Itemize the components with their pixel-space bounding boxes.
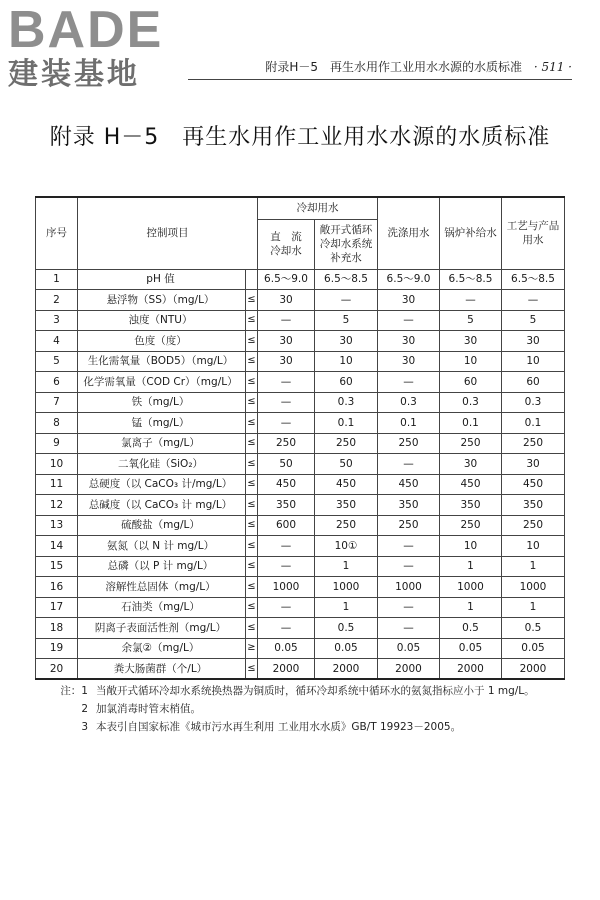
control-item: 锰（mg/L）: [78, 413, 246, 434]
row-number: 4: [36, 331, 78, 352]
control-item: 化学需氧量（COD Cr）（mg/L）: [78, 372, 246, 393]
row-number: 18: [36, 618, 78, 639]
open-cycle-value: 1: [315, 597, 378, 618]
running-header-title: 附录H－5 再生水用作工业用水水源的水质标准: [265, 60, 522, 74]
table-row: [36, 618, 565, 639]
process-value: 0.3: [502, 392, 565, 413]
direct-cooling-value: —: [258, 556, 315, 577]
control-item: 总硬度（以 CaCO₃ 计/mg/L）: [78, 474, 246, 495]
open-cycle-value: —: [315, 290, 378, 311]
page-number: · 511 ·: [533, 60, 572, 74]
table-header: [36, 197, 565, 269]
washing-value: 250: [378, 433, 440, 454]
row-number: 10: [36, 454, 78, 475]
boiler-value: 1: [440, 597, 502, 618]
washing-value: 250: [378, 515, 440, 536]
open-cycle-value: 250: [315, 433, 378, 454]
open-cycle-value: 50: [315, 454, 378, 475]
table-body: [36, 269, 565, 679]
open-cycle-value: 30: [315, 331, 378, 352]
limit-sign: ≤: [246, 618, 258, 639]
control-item: 硫酸盐（mg/L）: [78, 515, 246, 536]
table-row: [36, 556, 565, 577]
table-row: [36, 454, 565, 475]
header-no: 序号: [36, 197, 78, 269]
washing-value: 0.1: [378, 413, 440, 434]
limit-sign: ≤: [246, 392, 258, 413]
open-cycle-value: 2000: [315, 659, 378, 680]
control-item: 氨氮（以 N 计 mg/L）: [78, 536, 246, 557]
boiler-value: 250: [440, 433, 502, 454]
header-washing: 洗涤用水: [378, 197, 440, 269]
note-text: 当敞开式循环冷却水系统换热器为铜质时，循环冷却系统中循环水的氨氮指标应小于 1 mg/L。: [96, 685, 535, 697]
process-value: 10: [502, 536, 565, 557]
row-number: 14: [36, 536, 78, 557]
table-notes: [52, 682, 535, 736]
row-number: 2: [36, 290, 78, 311]
table-row: [36, 638, 565, 659]
header-process: 工艺与产品 用水: [502, 197, 565, 269]
direct-cooling-value: 2000: [258, 659, 315, 680]
process-value: —: [502, 290, 565, 311]
table-row: [36, 597, 565, 618]
table-row: [36, 495, 565, 516]
table-row: [36, 536, 565, 557]
control-item: 二氧化硅（SiO₂）: [78, 454, 246, 475]
process-value: 6.5～8.5: [502, 269, 565, 290]
note-label: 注：1: [60, 685, 88, 697]
control-item: pH 值: [78, 269, 246, 290]
table-row: [36, 331, 565, 352]
table-row: [36, 515, 565, 536]
row-number: 17: [36, 597, 78, 618]
open-cycle-value: 1: [315, 556, 378, 577]
table-row: [36, 269, 565, 290]
note-label: 2: [81, 703, 88, 715]
control-item: 铁（mg/L）: [78, 392, 246, 413]
table-row: [36, 413, 565, 434]
washing-value: —: [378, 372, 440, 393]
boiler-value: —: [440, 290, 502, 311]
header-rule: [188, 79, 572, 80]
direct-cooling-value: —: [258, 536, 315, 557]
limit-sign: ≤: [246, 310, 258, 331]
washing-value: 0.05: [378, 638, 440, 659]
control-item: 总碱度（以 CaCO₃ 计 mg/L）: [78, 495, 246, 516]
washing-value: 2000: [378, 659, 440, 680]
header-cooling-group: 冷却用水: [258, 197, 378, 219]
row-number: 13: [36, 515, 78, 536]
table-row: [36, 474, 565, 495]
row-number: 9: [36, 433, 78, 454]
limit-sign: ≤: [246, 659, 258, 680]
open-cycle-value: 1000: [315, 577, 378, 598]
limit-sign: ≤: [246, 495, 258, 516]
limit-sign: ≥: [246, 638, 258, 659]
boiler-value: 1: [440, 556, 502, 577]
note-item: [52, 682, 535, 700]
direct-cooling-value: 350: [258, 495, 315, 516]
process-value: 1: [502, 556, 565, 577]
limit-sign: ≤: [246, 474, 258, 495]
row-number: 15: [36, 556, 78, 577]
table-row: [36, 659, 565, 680]
row-number: 5: [36, 351, 78, 372]
boiler-value: 6.5～8.5: [440, 269, 502, 290]
process-value: 5: [502, 310, 565, 331]
limit-sign: ≤: [246, 331, 258, 352]
process-value: 30: [502, 454, 565, 475]
direct-cooling-value: 30: [258, 290, 315, 311]
control-item: 浊度（NTU）: [78, 310, 246, 331]
open-cycle-value: 0.05: [315, 638, 378, 659]
process-value: 350: [502, 495, 565, 516]
open-cycle-value: 10: [315, 351, 378, 372]
boiler-value: 30: [440, 454, 502, 475]
direct-cooling-value: 30: [258, 351, 315, 372]
process-value: 0.5: [502, 618, 565, 639]
boiler-value: 10: [440, 351, 502, 372]
limit-sign: ≤: [246, 454, 258, 475]
running-header: [265, 58, 572, 75]
direct-cooling-value: —: [258, 310, 315, 331]
direct-cooling-value: 0.05: [258, 638, 315, 659]
row-number: 7: [36, 392, 78, 413]
table-row: [36, 310, 565, 331]
limit-sign: ≤: [246, 597, 258, 618]
direct-cooling-value: —: [258, 597, 315, 618]
washing-value: 6.5～9.0: [378, 269, 440, 290]
direct-cooling-value: 250: [258, 433, 315, 454]
row-number: 8: [36, 413, 78, 434]
limit-sign: ≤: [246, 372, 258, 393]
boiler-value: 1000: [440, 577, 502, 598]
limit-sign: ≤: [246, 515, 258, 536]
direct-cooling-value: 50: [258, 454, 315, 475]
direct-cooling-value: —: [258, 413, 315, 434]
washing-value: 30: [378, 331, 440, 352]
process-value: 0.05: [502, 638, 565, 659]
process-value: 450: [502, 474, 565, 495]
process-value: 10: [502, 351, 565, 372]
table-row: [36, 577, 565, 598]
control-item: 阴离子表面活性剂（mg/L）: [78, 618, 246, 639]
boiler-value: 0.3: [440, 392, 502, 413]
control-item: 氯离子（mg/L）: [78, 433, 246, 454]
note-item: [52, 718, 535, 736]
washing-value: 350: [378, 495, 440, 516]
row-number: 16: [36, 577, 78, 598]
washing-value: 30: [378, 351, 440, 372]
logo-wordmark: BADE: [8, 1, 164, 59]
control-item: 石油类（mg/L）: [78, 597, 246, 618]
header-open-cycle: 敞开式循环 冷却水系统 补充水: [315, 219, 378, 269]
boiler-value: 10: [440, 536, 502, 557]
open-cycle-value: 5: [315, 310, 378, 331]
process-value: 0.1: [502, 413, 565, 434]
direct-cooling-value: —: [258, 392, 315, 413]
process-value: 1: [502, 597, 565, 618]
brand-logo: [8, 1, 183, 92]
limit-sign: ≤: [246, 556, 258, 577]
boiler-value: 0.5: [440, 618, 502, 639]
row-number: 1: [36, 269, 78, 290]
row-number: 20: [36, 659, 78, 680]
direct-cooling-value: —: [258, 372, 315, 393]
control-item: 粪大肠菌群（个/L）: [78, 659, 246, 680]
boiler-value: 450: [440, 474, 502, 495]
limit-sign: ≤: [246, 290, 258, 311]
boiler-value: 5: [440, 310, 502, 331]
washing-value: —: [378, 454, 440, 475]
washing-value: —: [378, 536, 440, 557]
open-cycle-value: 0.5: [315, 618, 378, 639]
water-quality-table: [35, 196, 565, 680]
table-row: [36, 372, 565, 393]
control-item: 总磷（以 P 计 mg/L）: [78, 556, 246, 577]
direct-cooling-value: 1000: [258, 577, 315, 598]
open-cycle-value: 10①: [315, 536, 378, 557]
control-item: 余氯②（mg/L）: [78, 638, 246, 659]
note-label: 3: [81, 721, 88, 733]
washing-value: —: [378, 310, 440, 331]
control-item: 色度（度）: [78, 331, 246, 352]
washing-value: —: [378, 597, 440, 618]
washing-value: 0.3: [378, 392, 440, 413]
row-number: 19: [36, 638, 78, 659]
washing-value: 1000: [378, 577, 440, 598]
boiler-value: 30: [440, 331, 502, 352]
note-item: [52, 700, 535, 718]
boiler-value: 0.1: [440, 413, 502, 434]
process-value: 60: [502, 372, 565, 393]
direct-cooling-value: 6.5～9.0: [258, 269, 315, 290]
limit-sign: ≤: [246, 413, 258, 434]
direct-cooling-value: 30: [258, 331, 315, 352]
control-item: 溶解性总固体（mg/L）: [78, 577, 246, 598]
boiler-value: 0.05: [440, 638, 502, 659]
table-row: [36, 290, 565, 311]
control-item: 生化需氧量（BOD5）（mg/L）: [78, 351, 246, 372]
open-cycle-value: 0.1: [315, 413, 378, 434]
control-item: 悬浮物（SS）（mg/L）: [78, 290, 246, 311]
process-value: 2000: [502, 659, 565, 680]
limit-sign: ≤: [246, 577, 258, 598]
row-number: 12: [36, 495, 78, 516]
row-number: 3: [36, 310, 78, 331]
table-row: [36, 351, 565, 372]
open-cycle-value: 450: [315, 474, 378, 495]
header-direct-cooling: 直 流 冷却水: [258, 219, 315, 269]
row-number: 6: [36, 372, 78, 393]
limit-sign: ≤: [246, 351, 258, 372]
direct-cooling-value: 450: [258, 474, 315, 495]
page-title: 附录 H－5 再生水用作工业用水水源的水质标准: [49, 125, 551, 150]
note-text: 加氯消毒时管末梢值。: [96, 703, 201, 715]
boiler-value: 2000: [440, 659, 502, 680]
washing-value: —: [378, 618, 440, 639]
direct-cooling-value: —: [258, 618, 315, 639]
boiler-value: 250: [440, 515, 502, 536]
open-cycle-value: 0.3: [315, 392, 378, 413]
header-boiler: 锅炉补给水: [440, 197, 502, 269]
washing-value: —: [378, 556, 440, 577]
process-value: 1000: [502, 577, 565, 598]
process-value: 30: [502, 331, 565, 352]
header-item: 控制项目: [78, 197, 258, 269]
table-row: [36, 433, 565, 454]
limit-sign: ≤: [246, 536, 258, 557]
row-number: 11: [36, 474, 78, 495]
washing-value: 30: [378, 290, 440, 311]
note-text: 本表引自国家标准《城市污水再生利用 工业用水水质》GB/T 19923－2005。: [96, 721, 462, 733]
open-cycle-value: 60: [315, 372, 378, 393]
limit-sign: [246, 269, 258, 290]
boiler-value: 60: [440, 372, 502, 393]
open-cycle-value: 250: [315, 515, 378, 536]
washing-value: 450: [378, 474, 440, 495]
open-cycle-value: 350: [315, 495, 378, 516]
direct-cooling-value: 600: [258, 515, 315, 536]
table-row: [36, 392, 565, 413]
boiler-value: 350: [440, 495, 502, 516]
open-cycle-value: 6.5～8.5: [315, 269, 378, 290]
limit-sign: ≤: [246, 433, 258, 454]
logo-chinese-name: 建装基地: [8, 57, 140, 92]
process-value: 250: [502, 433, 565, 454]
process-value: 250: [502, 515, 565, 536]
